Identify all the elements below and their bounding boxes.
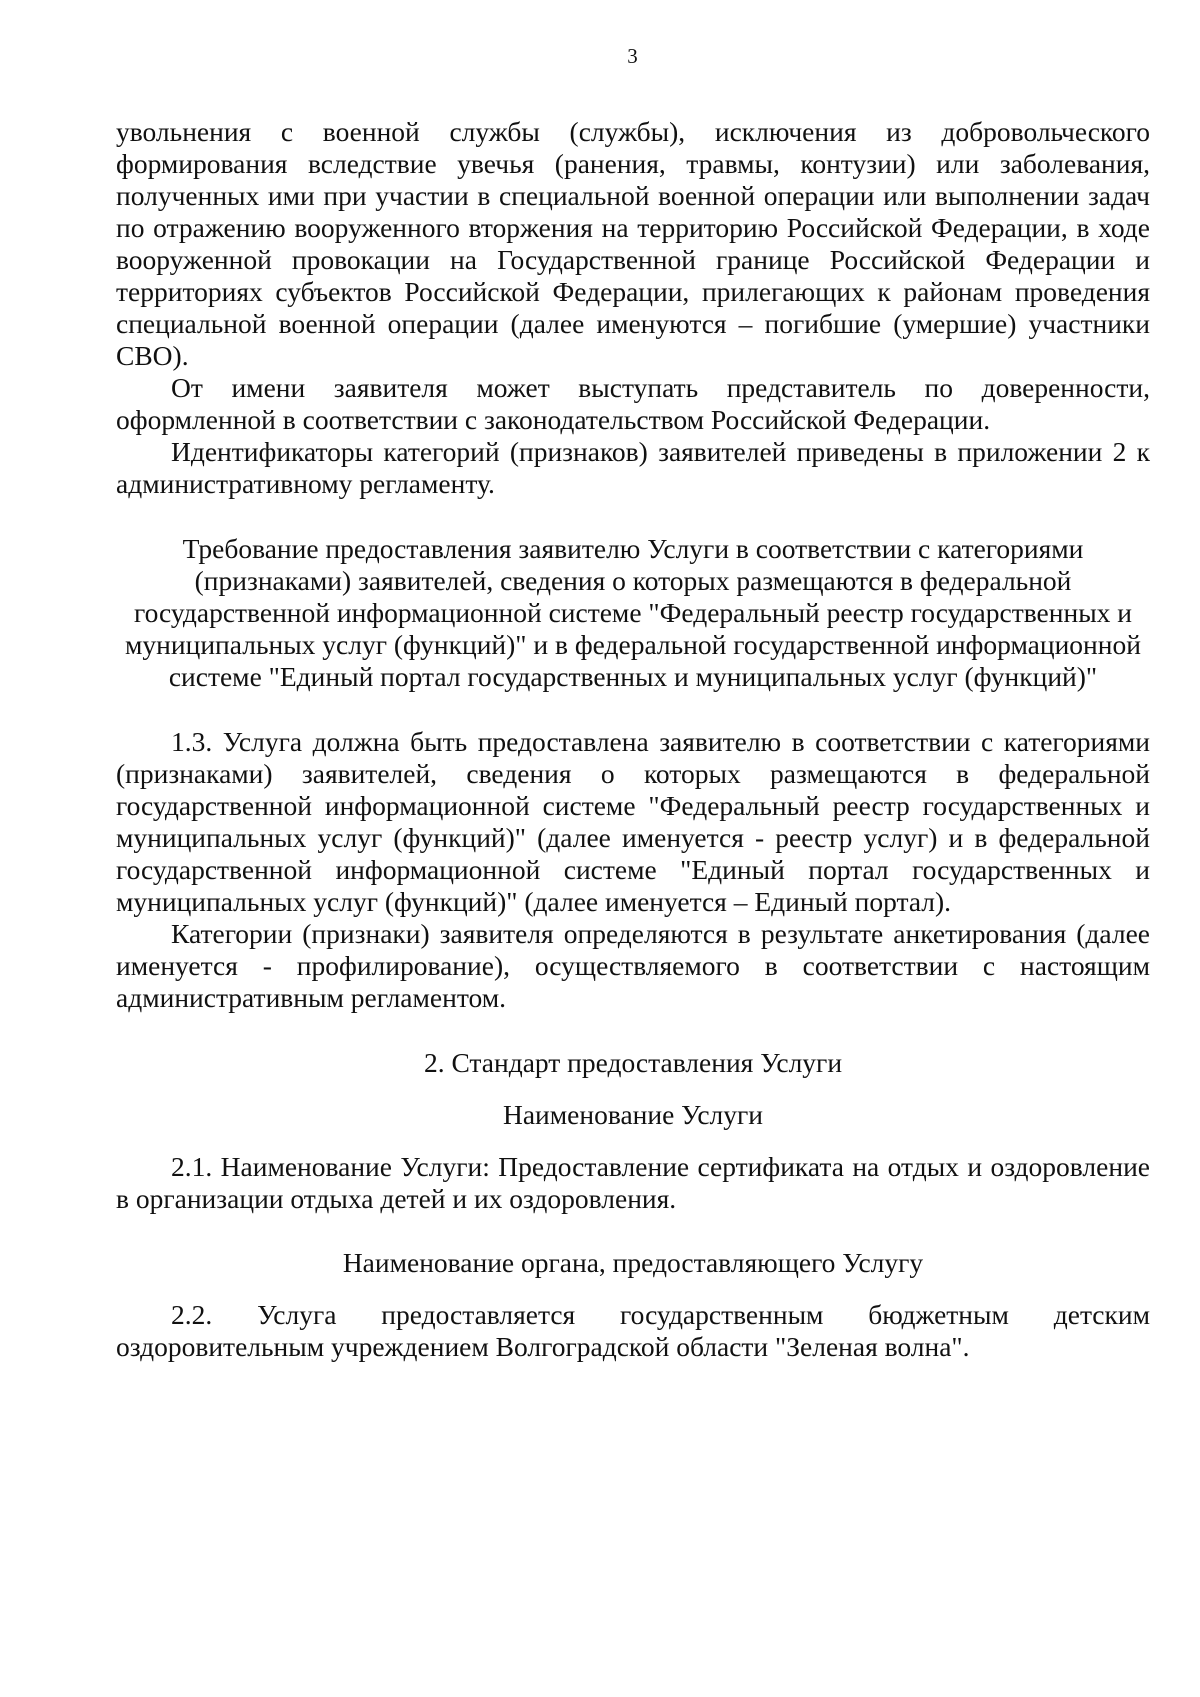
paragraph-2-1: 2.1. Наименование Услуги: Предоставление сертификата на отдых и оздоровление в организации отдыха детей и их оздоровления.	[116, 1151, 1150, 1214]
paragraph-categories: Категории (признаки) заявителя определяются в результате анкетирования (далее именуется - профилирование), осуществляемого в соответствии с настоящим административным регламентом.	[116, 918, 1150, 1013]
subheading-service-name: Наименование Услуги	[502, 1099, 764, 1130]
paragraph-representative: От имени заявителя может выступать представитель по доверенности, оформленной в соответствии с законодательством Российской Федерации.	[116, 372, 1150, 435]
paragraph-1-3: 1.3. Услуга должна быть предоставлена заявителю в соответствии с категориями (признаками) заявителей, сведения о которых размещаются в федеральной государственной информационной системе "Федеральный реестр государственных и муниципальных услуг (функций)" (далее именуется - реестр услуг) и в федеральной государственной информационной системе "Единый портал государственных и муниципальных услуг (функций)" (далее именуется – Единый портал).	[116, 726, 1150, 917]
paragraph-2-2: 2.2. Услуга предоставляется государственным бюджетным детским оздоровительным учреждением Волгоградской области "Зеленая волна".	[116, 1299, 1150, 1362]
page-number: 3	[627, 44, 638, 68]
paragraph-dismissal-continuation: увольнения с военной службы (службы), исключения из добровольческого формирования вследствие увечья (ранения, травмы, контузии) или заболевания, полученных ими при участии в специальной военной операции или выполнении задач по отражению вооруженного вторжения на территорию Российской Федерации, в ходе вооруженной провокации на Государственной границе Российской Федерации и территориях субъектов Российской Федерации, прилегающих к районам проведения специальной военной операции (далее именуются – погибшие (умершие) участники СВО).	[116, 116, 1150, 371]
heading-requirement: Требование предоставления заявителю Услуги в соответствии с категориями (признаками) заявителей, сведения о которых размещаются в федеральной государственной информационной системе "Федеральный реестр государственных и муниципальных услуг (функций)" и в федеральной государственной информационной системе "Единый портал государственных и муниципальных услуг (функций)"	[125, 533, 1141, 692]
document-body	[116, 116, 1150, 1363]
subheading-authority: Наименование органа, предоставляющего Услугу	[342, 1247, 924, 1278]
paragraph-identifiers: Идентификаторы категорий (признаков) заявителей приведены в приложении 2 к административному регламенту.	[116, 436, 1150, 499]
section-2-title: 2. Стандарт предоставления Услуги	[423, 1047, 843, 1078]
